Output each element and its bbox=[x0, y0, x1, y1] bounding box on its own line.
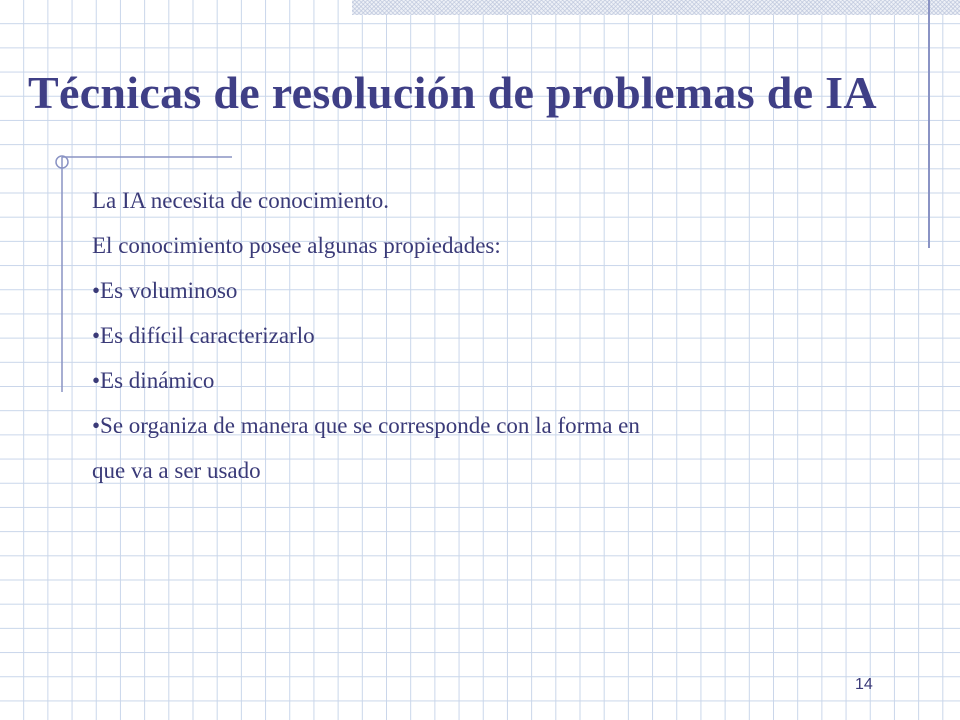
bullet-continuation: que va a ser usado bbox=[92, 458, 261, 483]
bullet-item: •Se organiza de manera que se corresponde con la forma en bbox=[92, 413, 640, 438]
page-number: 14 bbox=[855, 676, 873, 693]
slide-body bbox=[92, 178, 872, 493]
bullet-item: •Es difícil caracterizarlo bbox=[92, 323, 315, 348]
bullet-item: •Es dinámico bbox=[92, 368, 215, 393]
decorative-right-rule bbox=[928, 0, 930, 248]
bullet-item: •Es voluminoso bbox=[92, 278, 238, 303]
body-line: El conocimiento posee algunas propiedades: bbox=[92, 233, 501, 258]
slide-title: Técnicas de resolución de problemas de IA bbox=[28, 67, 877, 118]
body-line: La IA necesita de conocimiento. bbox=[92, 188, 389, 213]
decorative-top-band bbox=[352, 0, 960, 15]
